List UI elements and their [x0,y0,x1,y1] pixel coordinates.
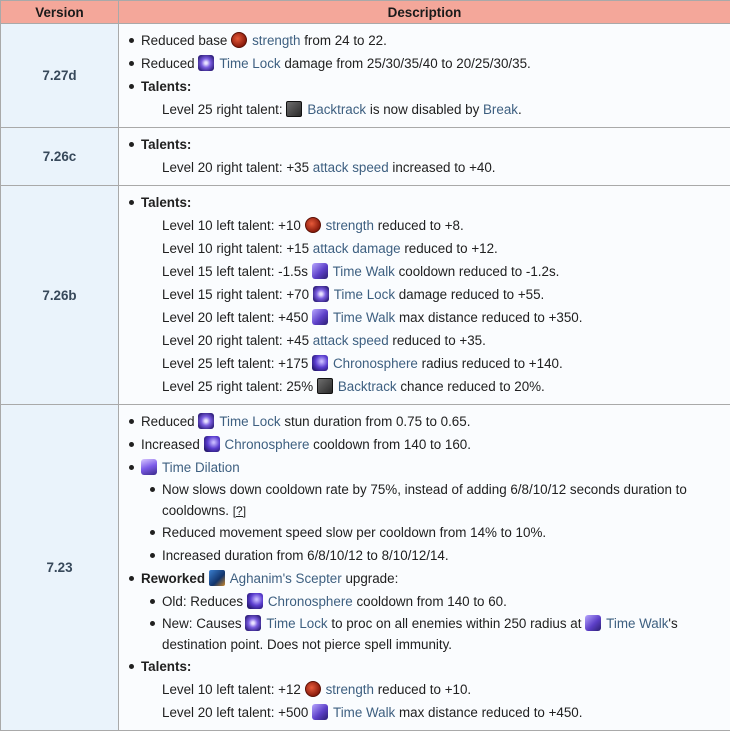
change-text: reduced to +8. [373,218,464,233]
time-walk-icon[interactable] [585,615,601,631]
wiki-link[interactable]: Chronosphere [333,356,418,371]
chronosphere-icon[interactable] [204,436,220,452]
bullet-icon [129,419,134,424]
wiki-link[interactable]: attack speed [312,160,389,175]
list-item [119,521,730,544]
change-text: max distance reduced to +350. [395,310,583,325]
version-cell: 7.27d [1,24,119,128]
strength-icon[interactable] [231,32,247,48]
change-text: Reduced [141,56,199,71]
change-list [119,24,730,127]
change-list [119,186,730,404]
wiki-link[interactable]: Chronosphere [267,594,353,609]
description-cell [119,24,730,128]
change-text: Level 25 right talent: [162,102,287,117]
wiki-link[interactable]: Backtrack [307,102,367,117]
change-text: chance reduced to 20%. [396,379,545,394]
table-row [1,128,730,186]
wiki-link[interactable]: attack damage [312,241,401,256]
wiki-link[interactable]: Time Walk [332,264,395,279]
change-text: max distance reduced to +450. [395,705,583,720]
time-walk-icon[interactable] [312,704,328,720]
change-text: cooldown from 140 to 60. [352,594,507,609]
changelog-rows [1,24,730,731]
version-cell: 7.23 [1,405,119,731]
bullet-icon [150,621,155,626]
wiki-link[interactable]: Aghanim's Scepter [229,571,342,586]
list-item [119,237,730,260]
bullet-icon [129,38,134,43]
section-label: Talents: [141,79,192,94]
list-item [119,433,730,456]
chronosphere-icon[interactable] [247,593,263,609]
description-cell [119,405,730,731]
section-label: Talents: [141,195,192,210]
list-item [119,306,730,329]
backtrack-icon[interactable] [317,378,333,394]
change-text: stun duration from 0.75 to 0.65. [280,414,471,429]
change-text: Reduced base [141,33,232,48]
list-item [119,352,730,375]
change-text: Now slows down cooldown rate by 75%, instead of adding 6/8/10/12 seconds duration to [162,482,687,497]
change-text: Reduced [141,414,199,429]
change-list [119,128,730,185]
list-item [119,590,730,613]
section-label: Reworked [141,571,205,586]
change-text: reduced to +35. [388,333,486,348]
list-item [119,75,730,98]
change-text: Old: Reduces [162,594,247,609]
description-cell [119,186,730,405]
bullet-icon [150,530,155,535]
strength-icon[interactable] [305,217,321,233]
change-text: cooldown from 140 to 160. [309,437,471,452]
change-text: Level 20 right talent: +35 [162,160,313,175]
list-item [119,701,730,724]
change-text: Level 20 left talent: +450 [162,310,313,325]
list-item [119,375,730,398]
change-text: Level 15 right talent: +70 [162,287,313,302]
wiki-link[interactable]: Time Lock [266,616,328,631]
bullet-icon [129,576,134,581]
wiki-link[interactable]: strength [325,682,374,697]
change-text: from 24 to 22. [300,33,387,48]
list-item [119,29,730,52]
time-walk-icon[interactable] [312,263,328,279]
wiki-link[interactable]: Time Lock [219,56,281,71]
version-column-header: Version [1,1,119,24]
bullet-icon [129,664,134,669]
bullet-icon [129,84,134,89]
list-item [119,456,730,479]
time-lock-icon[interactable] [198,413,214,429]
change-text: Level 10 left talent: +10 [162,218,305,233]
list-item [119,329,730,352]
version-cell: 7.26c [1,128,119,186]
time-lock-icon[interactable] [313,286,329,302]
list-item [119,479,730,500]
aghanims-scepter-icon[interactable] [209,570,225,586]
change-text: increased to +40. [388,160,496,175]
change-text: reduced to +12. [400,241,498,256]
list-item [119,191,730,214]
wiki-link[interactable]: Time Dilation [162,460,240,475]
change-text: Level 25 right talent: 25% [162,379,317,394]
header-row [1,1,730,24]
list-item [119,283,730,306]
time-lock-icon[interactable] [198,55,214,71]
section-label: Talents: [141,137,192,152]
change-text: Increased duration from 6/8/10/12 to 8/10/12/14. [162,548,449,563]
list-item [119,678,730,701]
table-row [1,24,730,128]
change-text: Level 15 left talent: -1.5s [162,264,312,279]
wiki-link[interactable]: Time Lock [333,287,396,302]
change-text: New: Causes [162,616,246,631]
list-item [119,544,730,567]
bullet-icon [129,142,134,147]
change-text: . [517,102,522,117]
table-row [1,186,730,405]
change-text: Increased [141,437,204,452]
change-list [119,405,730,730]
time-lock-icon[interactable] [245,615,261,631]
change-text: reduced to +10. [373,682,472,697]
time-walk-icon[interactable] [312,309,328,325]
list-item [119,260,730,283]
list-item [119,634,730,655]
section-label: Talents: [141,659,192,674]
wiki-link[interactable]: strength [252,33,301,48]
change-text: upgrade: [341,571,399,586]
wiki-link[interactable]: strength [325,218,374,233]
bullet-icon [129,61,134,66]
wiki-link[interactable]: Time Walk [333,310,396,325]
list-item [119,655,730,678]
time-dilation-icon[interactable] [141,459,157,475]
list-item [119,98,730,121]
wiki-link[interactable]: attack speed [312,333,389,348]
change-text: Level 10 right talent: +15 [162,241,313,256]
strength-icon[interactable] [305,681,321,697]
list-item [119,613,730,634]
list-item [119,156,730,179]
backtrack-icon[interactable] [286,101,302,117]
change-text: Level 10 left talent: +12 [162,682,305,697]
list-item [119,52,730,75]
change-text: damage from 25/30/35/40 to 20/25/30/35. [280,56,531,71]
wiki-link[interactable]: Time Walk [606,616,669,631]
list-item [119,567,730,590]
change-text: is now disabled by [366,102,483,117]
wiki-link[interactable]: Break [483,102,518,117]
bullet-icon [129,200,134,205]
bullet-icon [150,553,155,558]
description-cell [119,128,730,186]
chronosphere-icon[interactable] [312,355,328,371]
citation-link[interactable]: [?] [232,504,247,518]
wiki-link[interactable]: Time Lock [219,414,281,429]
change-text: destination point. Does not pierce spell immunity. [162,637,453,652]
wiki-link[interactable]: Time Walk [333,705,396,720]
bullet-icon [150,487,155,492]
change-text: Level 20 left talent: +500 [162,705,313,720]
wiki-link[interactable]: Backtrack [337,379,397,394]
change-text: Reduced movement speed slow per cooldown from 14% to 10%. [162,525,547,540]
bullet-icon [129,442,134,447]
change-text: to proc on all enemies within 250 radius at [327,616,586,631]
wiki-link[interactable]: Chronosphere [224,437,310,452]
list-item [119,133,730,156]
bullet-icon [150,599,155,604]
bullet-icon [129,465,134,470]
change-text: radius reduced to +140. [417,356,563,371]
change-text: Level 20 right talent: +45 [162,333,313,348]
change-text: Level 25 left talent: +175 [162,356,313,371]
list-item [119,410,730,433]
list-item [119,500,730,521]
list-item [119,214,730,237]
change-text: cooldown reduced to -1.2s. [394,264,560,279]
change-text: damage reduced to +55. [395,287,545,302]
change-text: cooldowns. [162,503,233,518]
table-row [1,405,730,731]
change-text: 's [668,616,678,631]
description-column-header: Description [119,1,730,24]
version-cell: 7.26b [1,186,119,405]
